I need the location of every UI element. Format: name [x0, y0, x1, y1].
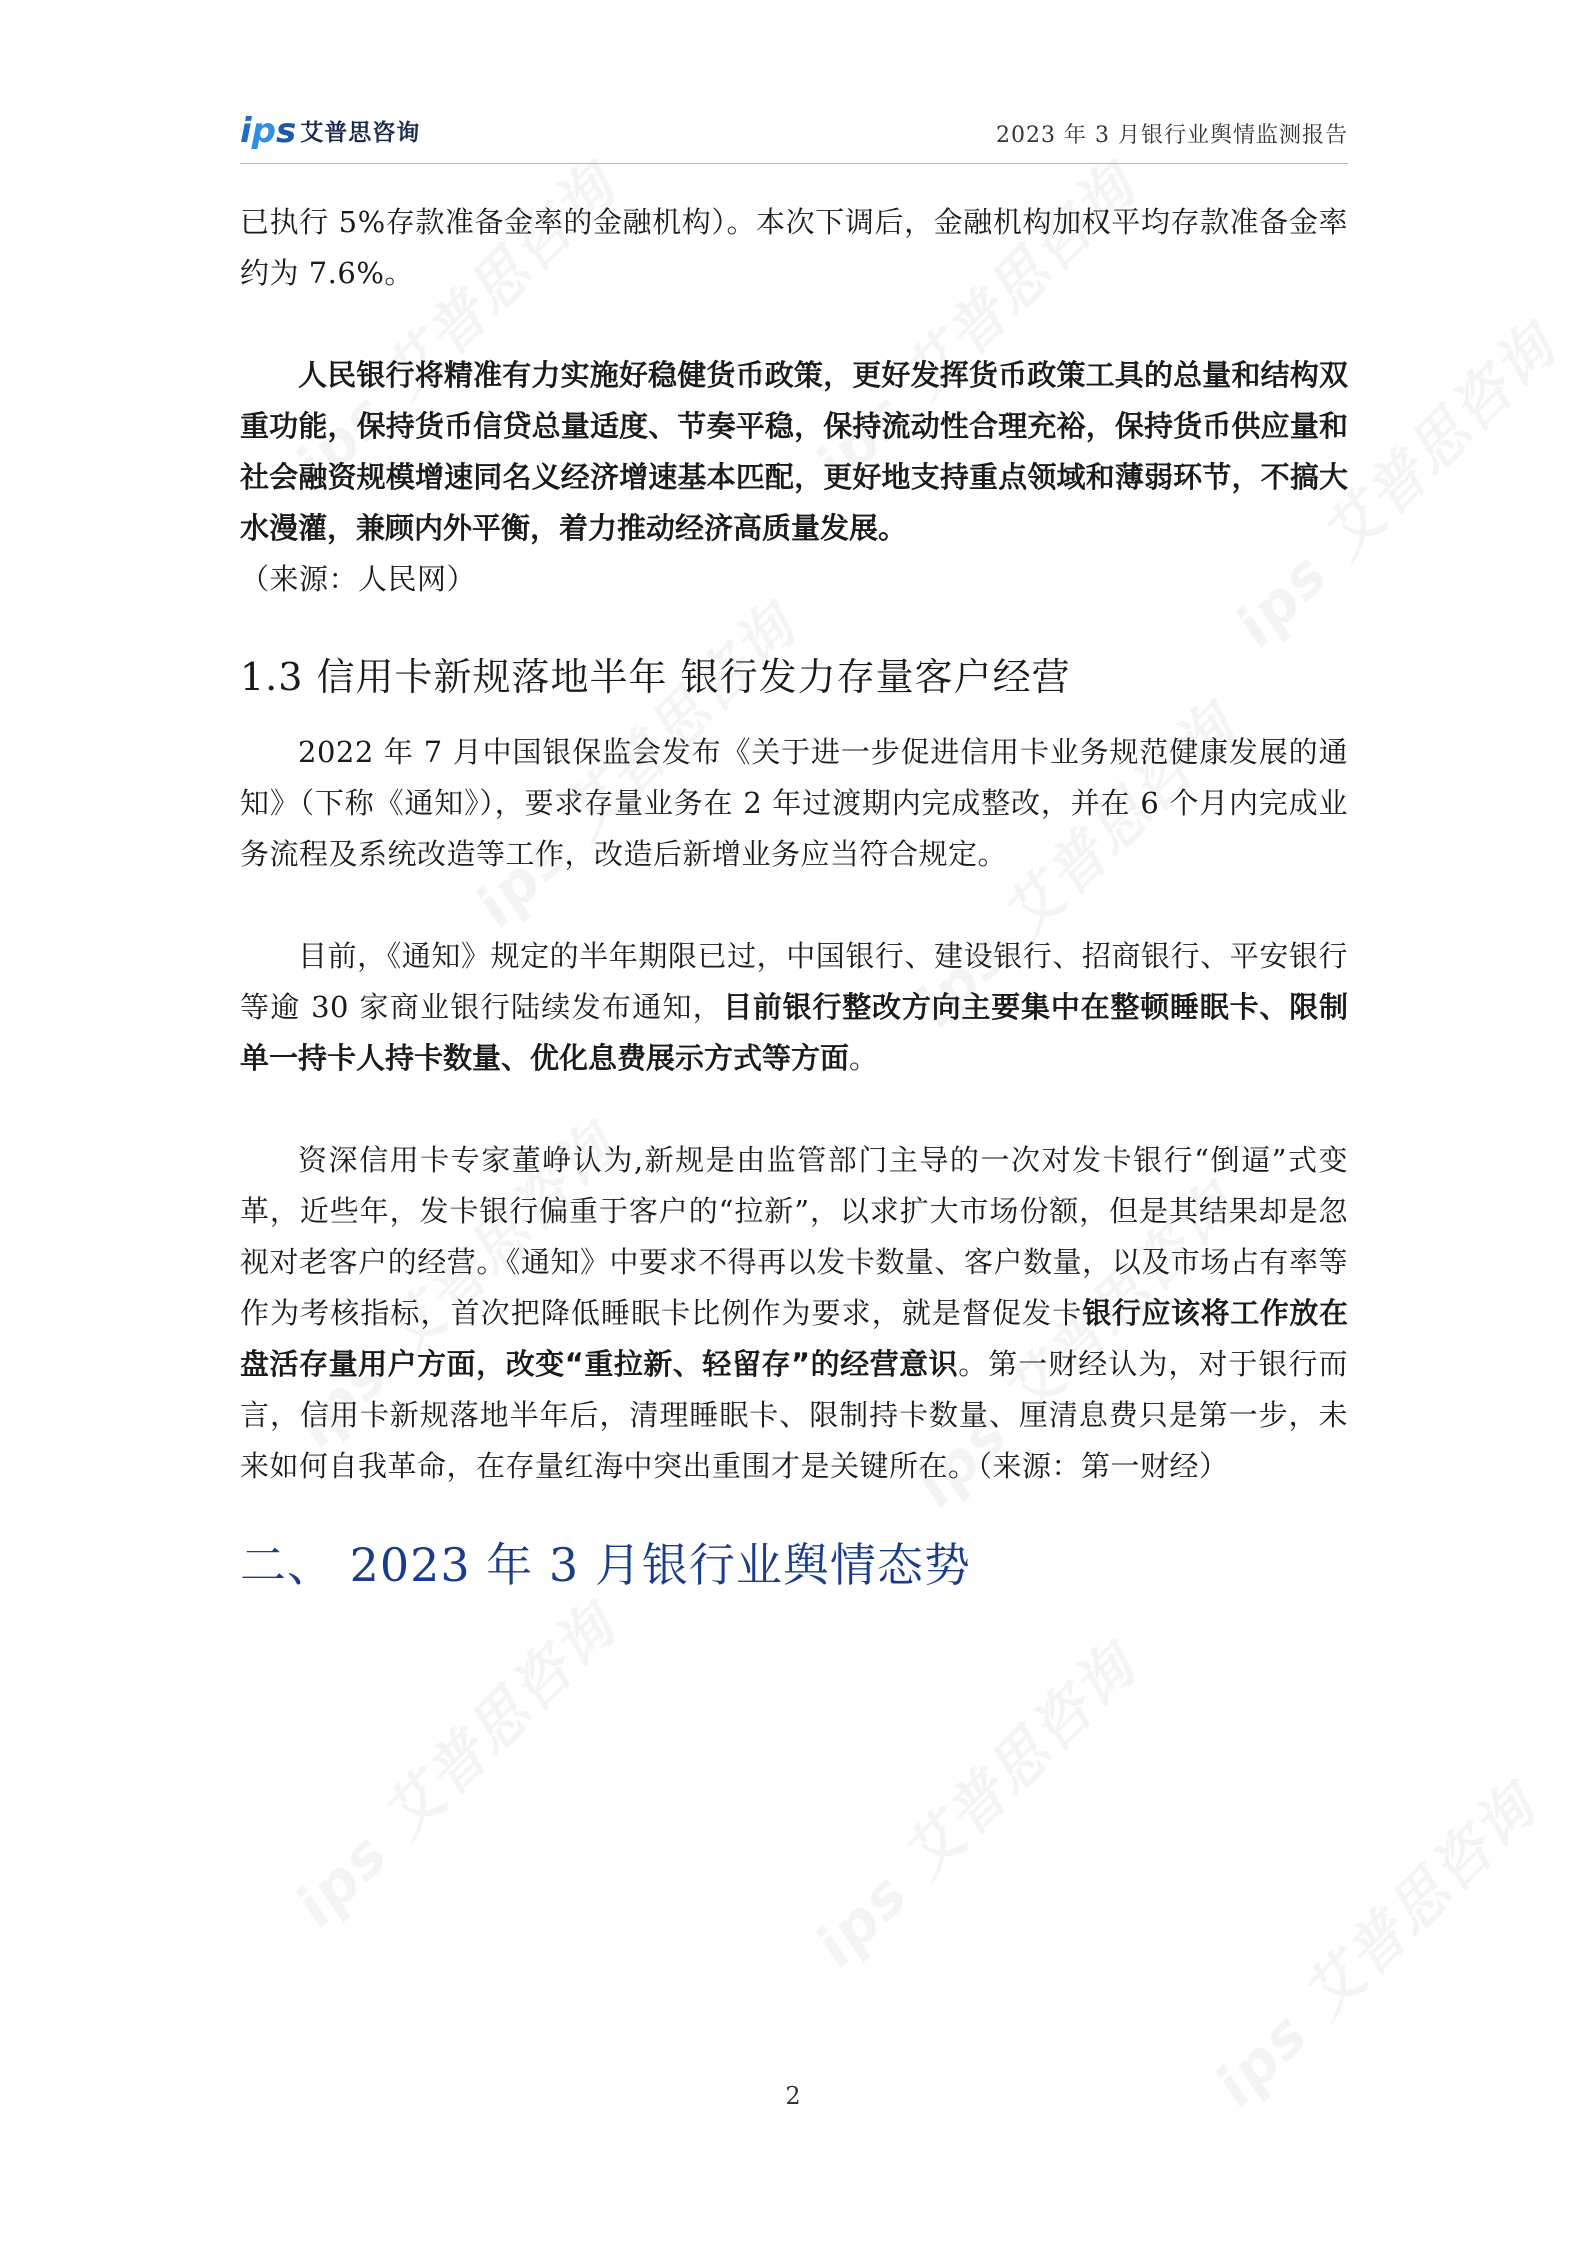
- paragraph: [240, 931, 1348, 1084]
- watermark: [792, 1622, 1151, 1981]
- company-logo: [240, 111, 421, 151]
- paragraph-text: 目前，《通知》规定的半年期限已过，中国银行、建设银行、招商银行、平安银行等逾 30 家商业银行陆续发布通知，: [240, 939, 1348, 1024]
- watermark: [272, 1582, 631, 1941]
- main-content: [240, 197, 1348, 1600]
- logo-letter-i: i: [240, 111, 252, 151]
- source-note: （来源：人民网）: [240, 562, 477, 596]
- bold-text: 目前银行整改方向主要集中在整顿睡眠卡、限制单一持卡人持卡数量、优化息费展示方式等方面: [240, 990, 1348, 1075]
- header-divider: [240, 163, 1348, 164]
- paragraph: [240, 1135, 1348, 1492]
- paragraph: 2022 年 7 月中国银保监会发布《关于进一步促进信用卡业务规范健康发展的通知》（下称《通知》），要求存量业务在 2 年过渡期内完成整改，并在 6 个月内完成业务流程及系统改造等工作，改造后新增业务应当符合规定。: [240, 735, 1348, 871]
- page-number: 2: [785, 2082, 801, 2110]
- chapter-heading: 二、 2023 年 3 月银行业舆情态势: [240, 1538, 971, 1592]
- logo-letter-s: s: [276, 111, 297, 151]
- paragraph-text: 资深信用卡专家董峥认为,新规是由监管部门主导的一次对发卡银行“倒逼”式变革，近些年，发卡银行偏重于客户的“拉新”，以求扩大市场份额，但是其结果却是忽视对老客户的经营。《通知》中要求不得再以发卡数量、客户数量，以及市场占有率等作为考核指标，首次把降低睡眠卡比例作为要求，就是督促发卡: [240, 1143, 1348, 1330]
- logo-mark: [240, 111, 297, 151]
- bold-text: 银行应该将工作放在盘活存量用户方面，改变“重拉新、轻留存”的经营意识: [240, 1296, 1348, 1381]
- logo-letter-p: p: [251, 111, 276, 151]
- paragraph-text: 。第一财经认为，对于银行而言，信用卡新规落地半年后，清理睡眠卡、限制持卡数量、厘清息费只是第一步，未来如何自我革命，在存量红海中突出重围才是关键所在。（来源：第一财经）: [240, 1347, 1348, 1483]
- paragraph-text: 。: [849, 1041, 879, 1075]
- logo-text: 艾普思咨询: [300, 120, 421, 146]
- bold-text: 人民银行将精准有力实施好稳健货币政策，更好发挥货币政策工具的总量和结构双重功能，保持货币信贷总量适度、节奏平稳，保持流动性合理充裕，保持货币供应量和社会融资规模增速同名义经济增速基本匹配，更好地支持重点领域和薄弱环节，不搞大水漫灌，兼顾内外平衡，着力推动经济高质量发展。: [240, 358, 1348, 545]
- paragraph: [240, 350, 1348, 554]
- paragraph: 已执行 5%存款准备金率的金融机构）。本次下调后，金融机构加权平均存款准备金率约为 7.6%。: [240, 205, 1348, 290]
- report-title: 2023 年 3 月银行业舆情监测报告: [996, 123, 1348, 148]
- section-heading: 1.3 信用卡新规落地半年 银行发力存量客户经营: [240, 655, 1071, 699]
- page-header: [240, 108, 1348, 160]
- watermark: [1192, 1762, 1551, 2121]
